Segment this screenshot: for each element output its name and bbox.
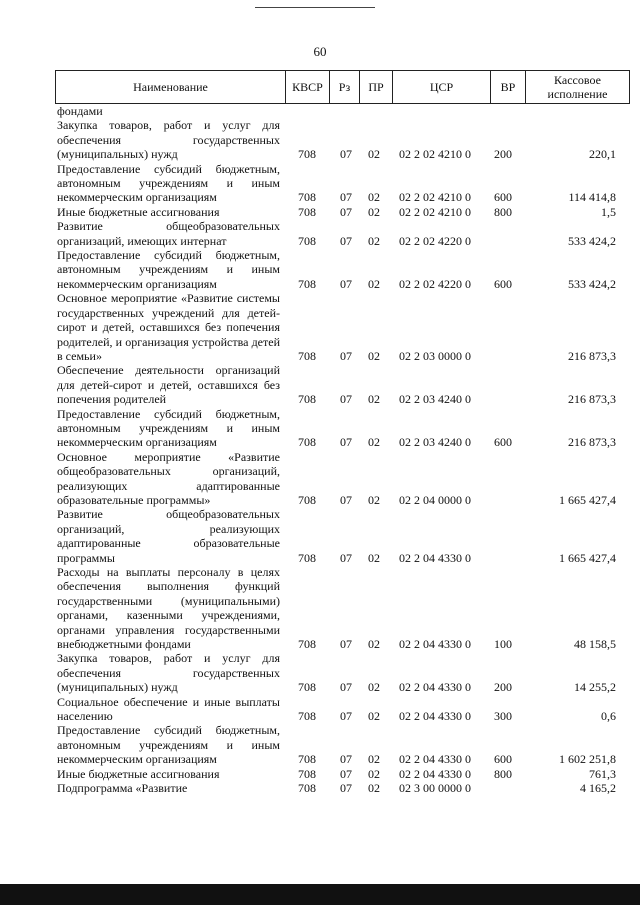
header-name: Наименование bbox=[56, 71, 286, 103]
row-vr: 600 bbox=[494, 752, 512, 767]
row-rz: 07 bbox=[340, 766, 352, 781]
row-sum: 14 255,2 bbox=[574, 680, 616, 695]
row-rz: 07 bbox=[340, 492, 352, 507]
row-csr: 02 2 04 4330 0 bbox=[399, 709, 471, 724]
top-rule bbox=[255, 7, 375, 8]
table-row bbox=[55, 248, 630, 291]
row-sum: 0,6 bbox=[601, 709, 616, 724]
table-row bbox=[55, 118, 630, 161]
row-kvsr: 708 bbox=[298, 680, 316, 695]
row-name: Закупка товаров, работ и услуг для обеспечения государственных (муниципальных) нужд bbox=[57, 118, 280, 162]
row-csr: 02 2 04 4330 0 bbox=[399, 680, 471, 695]
row-csr: 02 2 02 4220 0 bbox=[399, 233, 471, 248]
row-rz: 07 bbox=[340, 190, 352, 205]
table-row bbox=[55, 507, 630, 565]
row-rz: 07 bbox=[340, 348, 352, 363]
row-rz: 07 bbox=[340, 435, 352, 450]
row-csr: 02 2 02 4220 0 bbox=[399, 276, 471, 291]
table-row bbox=[55, 565, 630, 651]
row-sum: 533 424,2 bbox=[568, 276, 616, 291]
row-sum: 216 873,3 bbox=[568, 348, 616, 363]
row-sum: 48 158,5 bbox=[574, 637, 616, 652]
row-csr: 02 2 04 4330 0 bbox=[399, 550, 471, 565]
row-kvsr: 708 bbox=[298, 392, 316, 407]
table-row bbox=[55, 723, 630, 766]
row-csr: 02 3 00 0000 0 bbox=[399, 781, 471, 796]
row-vr: 300 bbox=[494, 709, 512, 724]
row-pr: 02 bbox=[368, 392, 380, 407]
row-sum: 220,1 bbox=[589, 147, 616, 162]
scan-bottom-edge bbox=[0, 884, 640, 905]
row-rz: 07 bbox=[340, 276, 352, 291]
row-vr: 800 bbox=[494, 204, 512, 219]
row-vr: 200 bbox=[494, 680, 512, 695]
row-name: фондами bbox=[57, 104, 103, 118]
row-vr: 600 bbox=[494, 435, 512, 450]
row-kvsr: 708 bbox=[298, 190, 316, 205]
row-name: Предоставление субсидий бюджетным, автономным учреждениям и иным некоммерческим организациям bbox=[57, 406, 280, 450]
row-kvsr: 708 bbox=[298, 348, 316, 363]
row-csr: 02 2 04 0000 0 bbox=[399, 492, 471, 507]
table-row bbox=[55, 291, 630, 363]
row-vr: 800 bbox=[494, 766, 512, 781]
row-sum: 1 602 251,8 bbox=[559, 752, 616, 767]
page-number: 60 bbox=[313, 44, 327, 59]
row-sum: 216 873,3 bbox=[568, 392, 616, 407]
row-kvsr: 708 bbox=[298, 204, 316, 219]
row-vr: 600 bbox=[494, 276, 512, 291]
row-sum: 4 165,2 bbox=[580, 781, 616, 796]
header-kvsr: КВСР bbox=[286, 71, 330, 103]
row-pr: 02 bbox=[368, 550, 380, 565]
row-name: Основное мероприятие «Развитие общеобразовательных организаций, реализующих адаптированные образовательные программы» bbox=[57, 449, 280, 507]
row-name: Предоставление субсидий бюджетным, автономным учреждениям и иным некоммерческим организациям bbox=[57, 248, 280, 291]
row-kvsr: 708 bbox=[298, 435, 316, 450]
row-kvsr: 708 bbox=[298, 752, 316, 767]
row-pr: 02 bbox=[368, 680, 380, 695]
row-kvsr: 708 bbox=[298, 492, 316, 507]
table-row bbox=[55, 651, 630, 694]
row-name: Развитие общеобразовательных организаций, реализующих адаптированные образовательные программы bbox=[57, 507, 280, 565]
row-vr: 100 bbox=[494, 637, 512, 652]
row-kvsr: 708 bbox=[298, 276, 316, 291]
table-row bbox=[55, 450, 630, 508]
row-csr: 02 2 04 4330 0 bbox=[399, 637, 471, 652]
row-sum: 1 665 427,4 bbox=[559, 550, 616, 565]
row-csr: 02 2 02 4210 0 bbox=[399, 147, 471, 162]
row-name: Иные бюджетные ассигнования bbox=[57, 766, 220, 781]
row-kvsr: 708 bbox=[298, 637, 316, 652]
row-pr: 02 bbox=[368, 637, 380, 652]
table-row bbox=[55, 219, 630, 248]
row-pr: 02 bbox=[368, 492, 380, 507]
row-csr: 02 2 04 4330 0 bbox=[399, 766, 471, 781]
header-csr: ЦСР bbox=[393, 71, 491, 103]
row-sum: 1,5 bbox=[601, 204, 616, 219]
row-name: Развитие общеобразовательных организаций, имеющих интернат bbox=[57, 219, 280, 248]
row-rz: 07 bbox=[340, 752, 352, 767]
row-vr: 600 bbox=[494, 190, 512, 205]
header-vr: ВР bbox=[491, 71, 526, 103]
header-exec: Кассовое исполнение bbox=[547, 73, 608, 101]
table-row bbox=[55, 104, 630, 118]
table-header bbox=[55, 70, 630, 104]
row-csr: 02 2 03 0000 0 bbox=[399, 348, 471, 363]
row-csr: 02 2 03 4240 0 bbox=[399, 435, 471, 450]
row-name: Предоставление субсидий бюджетным, автономным учреждениям и иным некоммерческим организациям bbox=[57, 161, 280, 205]
row-pr: 02 bbox=[368, 435, 380, 450]
row-pr: 02 bbox=[368, 781, 380, 796]
row-kvsr: 708 bbox=[298, 709, 316, 724]
row-name: Подпрограмма «Развитие bbox=[57, 781, 188, 796]
table-row bbox=[55, 363, 630, 406]
row-pr: 02 bbox=[368, 147, 380, 162]
row-pr: 02 bbox=[368, 233, 380, 248]
header-pr: ПР bbox=[360, 71, 393, 103]
row-sum: 533 424,2 bbox=[568, 233, 616, 248]
row-sum: 216 873,3 bbox=[568, 435, 616, 450]
table-row bbox=[55, 767, 630, 781]
table-row bbox=[55, 695, 630, 724]
row-rz: 07 bbox=[340, 781, 352, 796]
row-csr: 02 2 04 4330 0 bbox=[399, 752, 471, 767]
row-rz: 07 bbox=[340, 233, 352, 248]
row-name: Предоставление субсидий бюджетным, автономным учреждениям и иным некоммерческим организациям bbox=[57, 723, 280, 767]
row-kvsr: 708 bbox=[298, 550, 316, 565]
row-name: Обеспечение деятельности организаций для детей-сирот и детей, оставшихся без попечения родителей bbox=[57, 363, 280, 407]
row-pr: 02 bbox=[368, 752, 380, 767]
row-kvsr: 708 bbox=[298, 766, 316, 781]
row-sum: 761,3 bbox=[589, 766, 616, 781]
row-pr: 02 bbox=[368, 766, 380, 781]
row-name: Расходы на выплаты персоналу в целях обеспечения выполнения функций государственными (муниципальными) органами, казенными учреждениями, органами управления государственными внебюджетными фондами bbox=[57, 565, 280, 652]
row-pr: 02 bbox=[368, 348, 380, 363]
table-row bbox=[55, 781, 630, 795]
row-csr: 02 2 02 4210 0 bbox=[399, 204, 471, 219]
row-vr: 200 bbox=[494, 147, 512, 162]
header-rz: Рз bbox=[330, 71, 360, 103]
row-kvsr: 708 bbox=[298, 147, 316, 162]
row-pr: 02 bbox=[368, 276, 380, 291]
table-body bbox=[55, 104, 630, 796]
row-csr: 02 2 02 4210 0 bbox=[399, 190, 471, 205]
row-rz: 07 bbox=[340, 709, 352, 724]
row-pr: 02 bbox=[368, 204, 380, 219]
row-rz: 07 bbox=[340, 550, 352, 565]
row-rz: 07 bbox=[340, 147, 352, 162]
row-rz: 07 bbox=[340, 204, 352, 219]
row-csr: 02 2 03 4240 0 bbox=[399, 392, 471, 407]
row-name: Социальное обеспечение и иные выплаты населению bbox=[57, 694, 280, 724]
row-kvsr: 708 bbox=[298, 781, 316, 796]
row-sum: 1 665 427,4 bbox=[559, 492, 616, 507]
row-rz: 07 bbox=[340, 637, 352, 652]
row-rz: 07 bbox=[340, 680, 352, 695]
row-kvsr: 708 bbox=[298, 233, 316, 248]
row-name: Иные бюджетные ассигнования bbox=[57, 204, 220, 219]
row-pr: 02 bbox=[368, 709, 380, 724]
row-name: Основное мероприятие «Развитие системы государственных учреждений для детей-сирот и детей, оставшихся без попечения родителей, и организация устройства детей в семьи» bbox=[57, 291, 280, 363]
row-rz: 07 bbox=[340, 392, 352, 407]
row-pr: 02 bbox=[368, 190, 380, 205]
table-row bbox=[55, 162, 630, 205]
table-row bbox=[55, 407, 630, 450]
row-sum: 114 414,8 bbox=[568, 190, 616, 205]
row-name: Закупка товаров, работ и услуг для обеспечения государственных (муниципальных) нужд bbox=[57, 651, 280, 695]
table-row bbox=[55, 205, 630, 219]
